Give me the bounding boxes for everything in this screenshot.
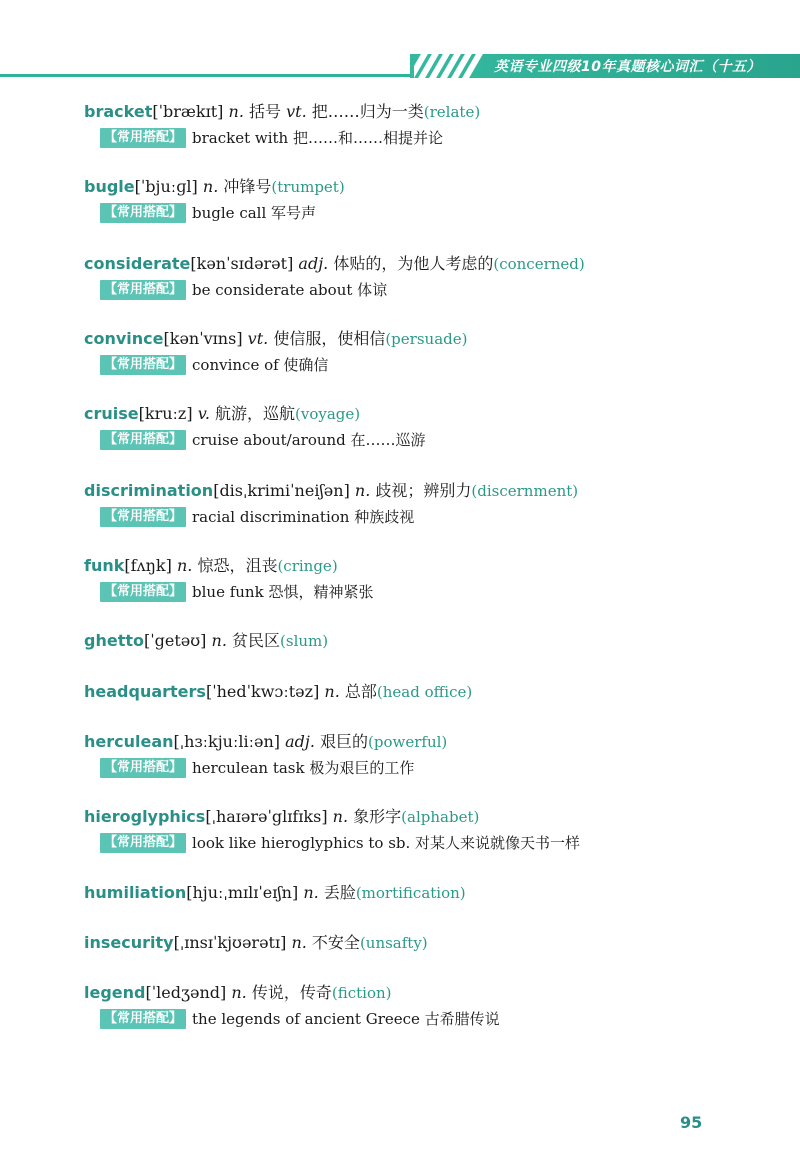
header-title: 英语专业四级10年真题核心词汇（十五） bbox=[494, 59, 761, 75]
collocation bbox=[100, 126, 774, 150]
part-of-speech: n. bbox=[202, 177, 219, 196]
entry-discrimination bbox=[84, 479, 774, 529]
header-slashes-decoration bbox=[414, 54, 486, 78]
headword: cruise bbox=[84, 404, 139, 423]
phonetic: ˈgetəʊ bbox=[150, 631, 201, 650]
synonym: (concerned) bbox=[493, 255, 585, 273]
part-of-speech: n. bbox=[332, 807, 349, 826]
collocation-tag: 【常用搭配】 bbox=[100, 355, 186, 375]
phonetic: ˌhɜːkjuːliːən bbox=[179, 732, 274, 751]
phonetic: hjuːˌmɪlɪˈeɪʃn bbox=[192, 883, 292, 902]
phonetic: kruːz bbox=[144, 404, 187, 423]
collocation-tag: 【常用搭配】 bbox=[100, 280, 186, 300]
synonym: (discernment) bbox=[471, 482, 579, 500]
entry-convince bbox=[84, 327, 774, 377]
synonym: (cringe) bbox=[277, 557, 338, 575]
definition: 惊恐，沮丧 bbox=[197, 556, 278, 575]
headword: considerate bbox=[84, 254, 191, 273]
definition: 括号 bbox=[249, 102, 282, 121]
entry-headline: humiliation[hjuːˌmɪlɪˈeɪʃn] n. 丢脸(mortification) bbox=[84, 883, 466, 902]
entry-bracket bbox=[84, 100, 774, 150]
synonym: (persuade) bbox=[385, 330, 468, 348]
entry-hieroglyphics bbox=[84, 805, 774, 855]
definition: 传说，传奇 bbox=[251, 983, 332, 1002]
headword: humiliation bbox=[84, 883, 187, 902]
entry-headline: cruise[kruːz] v. 航游，巡航(voyage) bbox=[84, 404, 361, 423]
collocation-text: the legends of ancient Greece 古希腊传说 bbox=[192, 1010, 500, 1028]
entry-considerate bbox=[84, 252, 774, 302]
entry-headquarters bbox=[84, 680, 774, 704]
collocation-tag: 【常用搭配】 bbox=[100, 1009, 186, 1029]
collocation bbox=[100, 580, 774, 604]
collocation bbox=[100, 278, 774, 302]
synonym: (voyage) bbox=[295, 405, 361, 423]
collocation-tag: 【常用搭配】 bbox=[100, 128, 186, 148]
collocation-text: blue funk 恐惧，精神紧张 bbox=[192, 583, 374, 601]
definition: 不安全 bbox=[311, 933, 360, 952]
headword: funk bbox=[84, 556, 125, 575]
collocation-text: look like hieroglyphics to sb. 对某人来说就像天书一样 bbox=[192, 834, 581, 852]
synonym: (fiction) bbox=[331, 984, 392, 1002]
part-of-speech: n. bbox=[324, 682, 340, 701]
collocation bbox=[100, 353, 774, 377]
collocation-text: cruise about/around 在……巡游 bbox=[192, 431, 426, 449]
definition: 航游，巡航 bbox=[215, 404, 296, 423]
definition: 总部 bbox=[344, 682, 377, 701]
entry-herculean bbox=[84, 730, 774, 780]
headword: headquarters bbox=[84, 682, 206, 701]
entry-headline: considerate[kənˈsɪdərət] adj. 体贴的，为他人考虑的(concerned) bbox=[84, 254, 585, 273]
definition-2: 把……归为一类 bbox=[311, 102, 424, 121]
phonetic: ˈbrækɪt bbox=[158, 102, 218, 121]
part-of-speech: n. bbox=[231, 983, 247, 1002]
synonym: (unsafty) bbox=[359, 934, 428, 952]
entry-insecurity bbox=[84, 931, 774, 955]
phonetic: ˈhedˈkwɔːtəz bbox=[212, 682, 314, 701]
definition: 艰巨的 bbox=[320, 732, 369, 751]
phonetic: ˈledʒənd bbox=[151, 983, 221, 1002]
part-of-speech-2: vt. bbox=[286, 102, 307, 121]
definition: 使信服，使相信 bbox=[273, 329, 386, 348]
part-of-speech: v. bbox=[197, 404, 210, 423]
collocation bbox=[100, 201, 774, 225]
collocation-text: herculean task 极为艰巨的工作 bbox=[192, 759, 415, 777]
collocation-tag: 【常用搭配】 bbox=[100, 833, 186, 853]
collocation-tag: 【常用搭配】 bbox=[100, 582, 186, 602]
entry-humiliation bbox=[84, 881, 774, 905]
headword: discrimination bbox=[84, 481, 214, 500]
collocation bbox=[100, 428, 774, 452]
collocation bbox=[100, 505, 774, 529]
headword: hieroglyphics bbox=[84, 807, 206, 826]
synonym: (trumpet) bbox=[271, 178, 345, 196]
headword: insecurity bbox=[84, 933, 174, 952]
entry-bugle bbox=[84, 175, 774, 225]
collocation-tag: 【常用搭配】 bbox=[100, 430, 186, 450]
collocation-text: be considerate about 体谅 bbox=[192, 281, 388, 299]
entry-headline: bracket[ˈbrækɪt] n. 括号 vt. 把……归为一类(relate) bbox=[84, 102, 481, 121]
synonym: (mortification) bbox=[355, 884, 466, 902]
entry-headline: bugle[ˈbjuːɡl] n. 冲锋号(trumpet) bbox=[84, 177, 345, 196]
entry-funk bbox=[84, 554, 774, 604]
phonetic: kənˈsɪdərət bbox=[196, 254, 288, 273]
definition: 歧视；辨别力 bbox=[375, 481, 472, 500]
part-of-speech: adj. bbox=[298, 254, 329, 273]
entry-headline: insecurity[ˌɪnsɪˈkjʊərətɪ] n. 不安全(unsafty) bbox=[84, 933, 428, 952]
headword: convince bbox=[84, 329, 164, 348]
phonetic: ˌɪnsɪˈkjʊərətɪ bbox=[179, 933, 281, 952]
headword: legend bbox=[84, 983, 146, 1002]
definition: 象形字 bbox=[353, 807, 402, 826]
synonym: (alphabet) bbox=[401, 808, 480, 826]
entry-headline: ghetto[ˈgetəʊ] n. 贫民区(slum) bbox=[84, 631, 329, 650]
phonetic: fʌŋk bbox=[130, 556, 166, 575]
collocation-text: convince of 使确信 bbox=[192, 356, 329, 374]
collocation-text: racial discrimination 种族歧视 bbox=[192, 508, 415, 526]
headword: ghetto bbox=[84, 631, 144, 650]
entry-headline: herculean[ˌhɜːkjuːliːən] adj. 艰巨的(powerful) bbox=[84, 732, 448, 751]
collocation bbox=[100, 756, 774, 780]
headword: herculean bbox=[84, 732, 174, 751]
entry-cruise bbox=[84, 402, 774, 452]
definition: 贫民区 bbox=[232, 631, 281, 650]
collocation bbox=[100, 831, 774, 855]
entry-legend bbox=[84, 981, 774, 1031]
entry-headline: hieroglyphics[ˌhaɪərəˈglɪfɪks] n. 象形字(alphabet) bbox=[84, 807, 480, 826]
synonym: (relate) bbox=[423, 103, 481, 121]
entry-headline: legend[ˈledʒənd] n. 传说，传奇(fiction) bbox=[84, 983, 392, 1002]
collocation-text: bracket with 把……和……相提并论 bbox=[192, 129, 443, 147]
synonym: (head office) bbox=[376, 683, 473, 701]
part-of-speech: n. bbox=[303, 883, 319, 902]
part-of-speech: n. bbox=[228, 102, 244, 121]
collocation-text: bugle call 军号声 bbox=[192, 204, 317, 222]
definition: 丢脸 bbox=[323, 883, 356, 902]
collocation-tag: 【常用搭配】 bbox=[100, 203, 186, 223]
entry-headline: funk[fʌŋk] n. 惊恐，沮丧(cringe) bbox=[84, 556, 338, 575]
entry-headline: headquarters[ˈhedˈkwɔːtəz] n. 总部(head office) bbox=[84, 682, 473, 701]
part-of-speech: n. bbox=[211, 631, 227, 650]
entry-headline: convince[kənˈvɪns] vt. 使信服，使相信(persuade) bbox=[84, 329, 468, 348]
phonetic: disˌkrimiˈneiʃən bbox=[219, 481, 344, 500]
part-of-speech: n. bbox=[354, 481, 371, 500]
entry-ghetto bbox=[84, 629, 774, 653]
part-of-speech: n. bbox=[176, 556, 193, 575]
collocation bbox=[100, 1007, 774, 1031]
definition: 冲锋号 bbox=[223, 177, 272, 196]
headword: bugle bbox=[84, 177, 135, 196]
synonym: (slum) bbox=[280, 632, 329, 650]
synonym: (powerful) bbox=[368, 733, 448, 751]
part-of-speech: vt. bbox=[247, 329, 269, 348]
phonetic: kənˈvɪns bbox=[169, 329, 237, 348]
collocation-tag: 【常用搭配】 bbox=[100, 507, 186, 527]
phonetic: ˈbjuːɡl bbox=[140, 177, 192, 196]
headword: bracket bbox=[84, 102, 153, 121]
phonetic: ˌhaɪərəˈglɪfɪks bbox=[211, 807, 322, 826]
part-of-speech: n. bbox=[291, 933, 307, 952]
entry-headline: discrimination[disˌkrimiˈneiʃən] n. 歧视；辨别力(discernment) bbox=[84, 481, 579, 500]
part-of-speech: adj. bbox=[285, 732, 315, 751]
page-number: 95 bbox=[680, 1113, 703, 1132]
collocation-tag: 【常用搭配】 bbox=[100, 758, 186, 778]
definition: 体贴的，为他人考虑的 bbox=[333, 254, 494, 273]
